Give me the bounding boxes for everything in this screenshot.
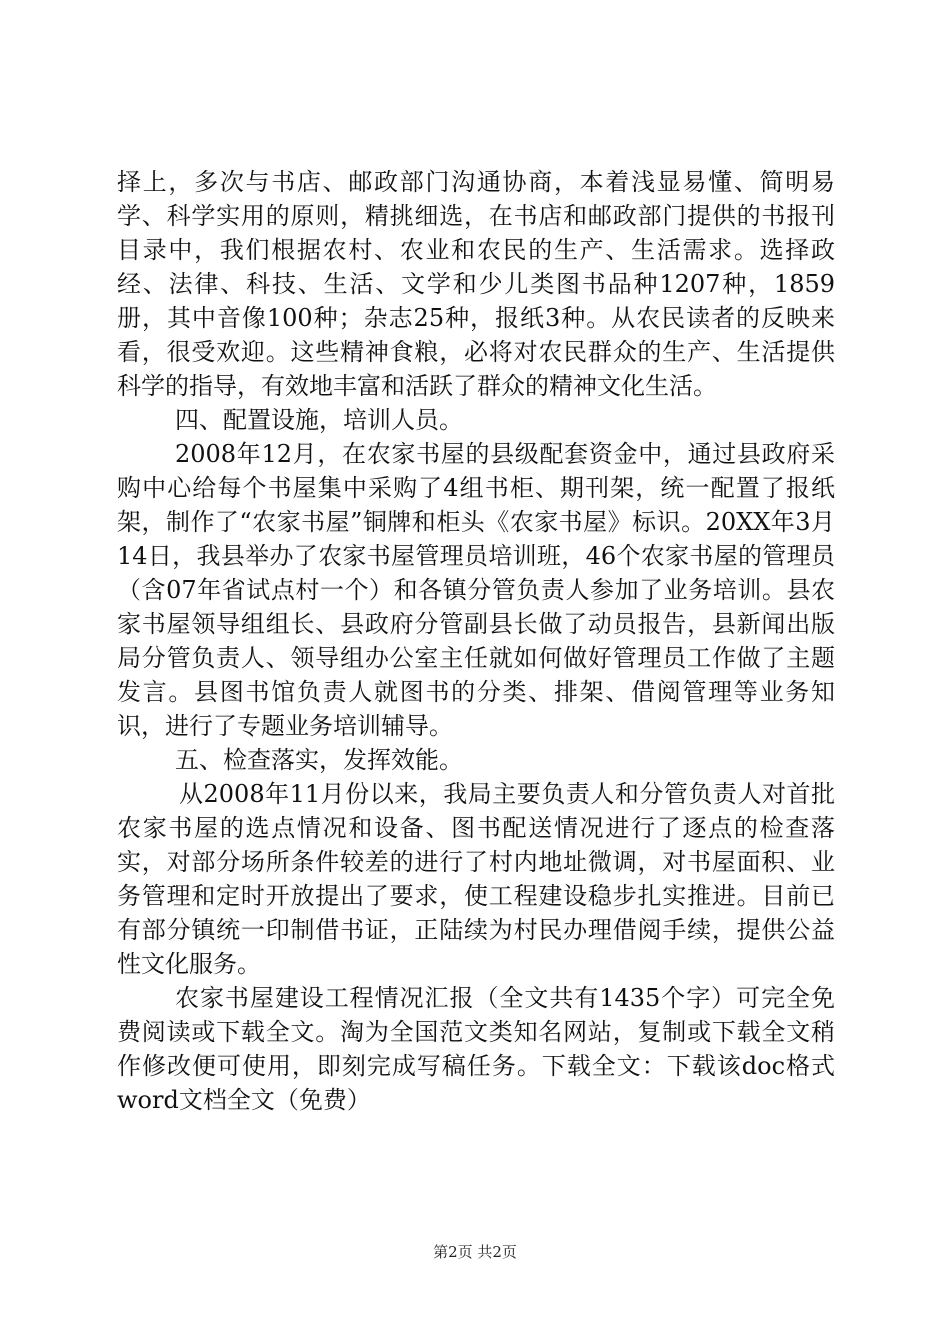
- paragraph-book-selection: 择上，多次与书店、邮政部门沟通协商，本着浅显易懂、简明易学、科学实用的原则，精挑细选，在书店和邮政部门提供的书报刊目录中，我们根据农村、农业和农民的生产、生活需求。选择政经、法律、科技、生活、文学和少儿类图书品种1207种，1859册，其中音像100种；杂志25种，报纸3种。从农民读者的反映来看，很受欢迎。这些精神食粮，必将对农民群众的生产、生活提供科学的指导，有效地丰富和活跃了群众的精神文化生活。: [117, 168, 835, 400]
- paragraph-facilities-training: 2008年12月，在农家书屋的县级配套资金中，通过县政府采购中心给每个书屋集中采购了4组书柜、期刊架，统一配置了报纸架，制作了“农家书屋”铜牌和柜头《农家书屋》标识。20XX年3月14日，我县举办了农家书屋管理员培训班，46个农家书屋的管理员（含07年省试点村一个）和各镇分管负责人参加了业务培训。县农家书屋领导组组长、县政府分管副县长做了动员报告，县新闻出版局分管负责人、领导组办公室主任就如何做好管理员工作做了主题发言。县图书馆负责人就图书的分类、排架、借阅管理等业务知识，进行了专题业务培训辅导。: [117, 440, 835, 740]
- page-footer: 第2页 共2页: [433, 1243, 517, 1261]
- section-heading-facilities: 四、配置设施，培训人员。: [175, 406, 463, 434]
- paragraph-download-notice: 农家书屋建设工程情况汇报（全文共有1435个字）可完全免费阅读或下载全文。淘为全国范文类知名网站，复制或下载全文稍作修改便可使用，即刻完成写稿任务。下载全文：下载该doc格式word文档全文（免费）: [117, 984, 835, 1114]
- paragraph-inspection: 从2008年11月份以来，我局主要负责人和分管负责人对首批农家书屋的选点情况和设备、图书配送情况进行了逐点的检查落实，对部分场所条件较差的进行了村内地址微调，对书屋面积、业务管理和定时开放提出了要求，使工程建设稳步扎实推进。目前已有部分镇统一印制借书证，正陆续为村民办理借阅手续，提供公益性文化服务。: [117, 780, 835, 978]
- document-body: [117, 165, 835, 1117]
- section-heading-inspection: 五、检查落实，发挥效能。: [175, 746, 463, 774]
